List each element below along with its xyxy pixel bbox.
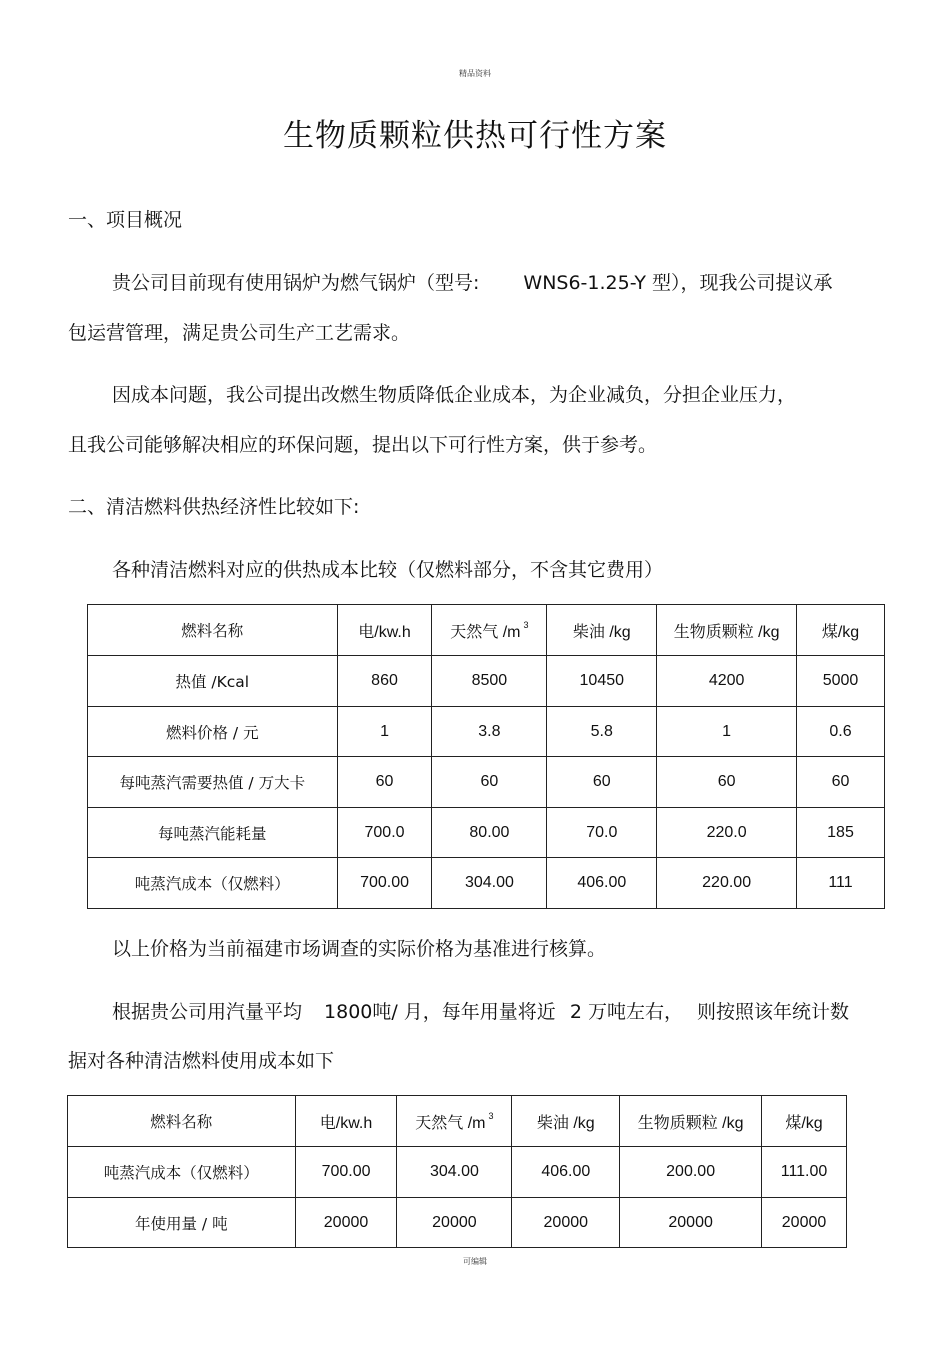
section1-heading: 一、项目概况 bbox=[68, 209, 183, 231]
table-cell: 304.00 bbox=[432, 858, 547, 909]
table-cell: 220.00 bbox=[657, 858, 797, 909]
section2-heading: 二、清洁燃料供热经济性比较如下: bbox=[68, 496, 360, 518]
table-cell: 700.00 bbox=[337, 858, 432, 909]
table-cell: 80.00 bbox=[432, 808, 547, 858]
document-title: 生物质颗粒供热可行性方案 bbox=[283, 118, 667, 154]
header-cell: 煤/kg bbox=[797, 605, 885, 656]
table-cell: 4200 bbox=[657, 656, 797, 707]
table-row bbox=[88, 808, 885, 858]
header-cell: 柴油 /kg bbox=[547, 605, 657, 656]
table-cell: 111 bbox=[797, 858, 885, 909]
row-label: 吨蒸汽成本（仅燃料） bbox=[68, 1147, 296, 1198]
table-cell: 406.00 bbox=[512, 1147, 620, 1198]
price-note: 以上价格为当前福建市场调查的实际价格为基准进行核算。 bbox=[112, 938, 607, 960]
table-cell: 700.0 bbox=[337, 808, 432, 858]
table-header-row bbox=[88, 605, 885, 656]
table-cell: 3.8 bbox=[432, 707, 547, 757]
row-label: 热值 /Kcal bbox=[88, 656, 338, 707]
header-cell: 生物质颗粒 /kg bbox=[657, 605, 797, 656]
table-cell: 220.0 bbox=[657, 808, 797, 858]
row-label: 每吨蒸汽需要热值 / 万大卡 bbox=[88, 757, 338, 808]
table-header-row bbox=[68, 1096, 847, 1147]
header-cell: 煤/kg bbox=[762, 1096, 847, 1147]
table-cell: 20000 bbox=[397, 1198, 512, 1248]
table-cell: 304.00 bbox=[397, 1147, 512, 1198]
para3-line2: 据对各种清洁燃料使用成本如下 bbox=[68, 1050, 335, 1072]
table-cell: 0.6 bbox=[797, 707, 885, 757]
table-cell: 860 bbox=[337, 656, 432, 707]
para2-line1: 因成本问题，我公司提出改燃生物质降低企业成本，为企业减负，分担企业压力， bbox=[112, 384, 797, 406]
annual-usage-cost-table bbox=[67, 1095, 847, 1248]
table-row bbox=[68, 1147, 847, 1198]
table-cell: 20000 bbox=[295, 1198, 397, 1248]
table-cell: 20000 bbox=[620, 1198, 762, 1248]
para3-part-c: 2 万吨左右， bbox=[569, 1001, 683, 1023]
header-cell: 电/kw.h bbox=[337, 605, 432, 656]
para1-line1 bbox=[112, 268, 832, 295]
header-cell: 生物质颗粒 /kg bbox=[620, 1096, 762, 1147]
fuel-cost-comparison-table bbox=[87, 604, 885, 909]
para1-line1-part-a: 贵公司目前现有使用锅炉为燃气锅炉（型号: bbox=[112, 272, 480, 294]
table-cell: 700.00 bbox=[295, 1147, 397, 1198]
table-cell: 1 bbox=[657, 707, 797, 757]
row-label: 燃料价格 / 元 bbox=[88, 707, 338, 757]
table-row bbox=[88, 707, 885, 757]
table-cell: 5000 bbox=[797, 656, 885, 707]
para3-part-a: 根据贵公司用汽量平均 bbox=[112, 1001, 303, 1023]
para3-line1 bbox=[112, 997, 849, 1024]
page-footer-note: 可编辑 bbox=[463, 1257, 487, 1266]
para3-part-b: 1800吨/ 月，每年用量将近 bbox=[324, 1001, 556, 1023]
table-cell: 111.00 bbox=[762, 1147, 847, 1198]
header-cell bbox=[432, 605, 547, 656]
table-cell: 406.00 bbox=[547, 858, 657, 909]
table-row bbox=[88, 656, 885, 707]
table-cell: 10450 bbox=[547, 656, 657, 707]
table-row bbox=[88, 757, 885, 808]
table-cell: 200.00 bbox=[620, 1147, 762, 1198]
table-row bbox=[88, 858, 885, 909]
row-label: 每吨蒸汽能耗量 bbox=[88, 808, 338, 858]
table-row bbox=[68, 1198, 847, 1248]
table-cell: 60 bbox=[432, 757, 547, 808]
superscript: 3 bbox=[488, 1110, 494, 1121]
table-cell: 185 bbox=[797, 808, 885, 858]
header-cell: 燃料名称 bbox=[88, 605, 338, 656]
header-cell: 电/kw.h bbox=[295, 1096, 397, 1147]
page-header-note: 精品资料 bbox=[459, 69, 491, 78]
row-label: 吨蒸汽成本（仅燃料） bbox=[88, 858, 338, 909]
para2-line2: 且我公司能够解决相应的环保问题，提出以下可行性方案，供于参考。 bbox=[68, 434, 658, 456]
header-cell: 柴油 /kg bbox=[512, 1096, 620, 1147]
row-label: 年使用量 / 吨 bbox=[68, 1198, 296, 1248]
table-cell: 5.8 bbox=[547, 707, 657, 757]
para1-line1-part-b: WNS6-1.25-Y 型），现我公司提议承 bbox=[523, 272, 833, 294]
table-cell: 1 bbox=[337, 707, 432, 757]
header-cell-text: 天然气 /m bbox=[450, 623, 521, 641]
table-cell: 60 bbox=[657, 757, 797, 808]
table-cell: 60 bbox=[547, 757, 657, 808]
table-cell: 8500 bbox=[432, 656, 547, 707]
table-cell: 70.0 bbox=[547, 808, 657, 858]
table-cell: 60 bbox=[797, 757, 885, 808]
table-cell: 20000 bbox=[512, 1198, 620, 1248]
header-cell-text: 天然气 /m bbox=[415, 1114, 486, 1132]
table1-caption: 各种清洁燃料对应的供热成本比较（仅燃料部分，不含其它费用） bbox=[112, 559, 664, 581]
para3-part-d: 则按照该年统计数 bbox=[696, 1001, 849, 1023]
table-cell: 60 bbox=[337, 757, 432, 808]
header-cell bbox=[397, 1096, 512, 1147]
header-cell: 燃料名称 bbox=[68, 1096, 296, 1147]
para1-line2: 包运营管理，满足贵公司生产工艺需求。 bbox=[68, 322, 411, 344]
table-cell: 20000 bbox=[762, 1198, 847, 1248]
superscript: 3 bbox=[523, 619, 529, 630]
